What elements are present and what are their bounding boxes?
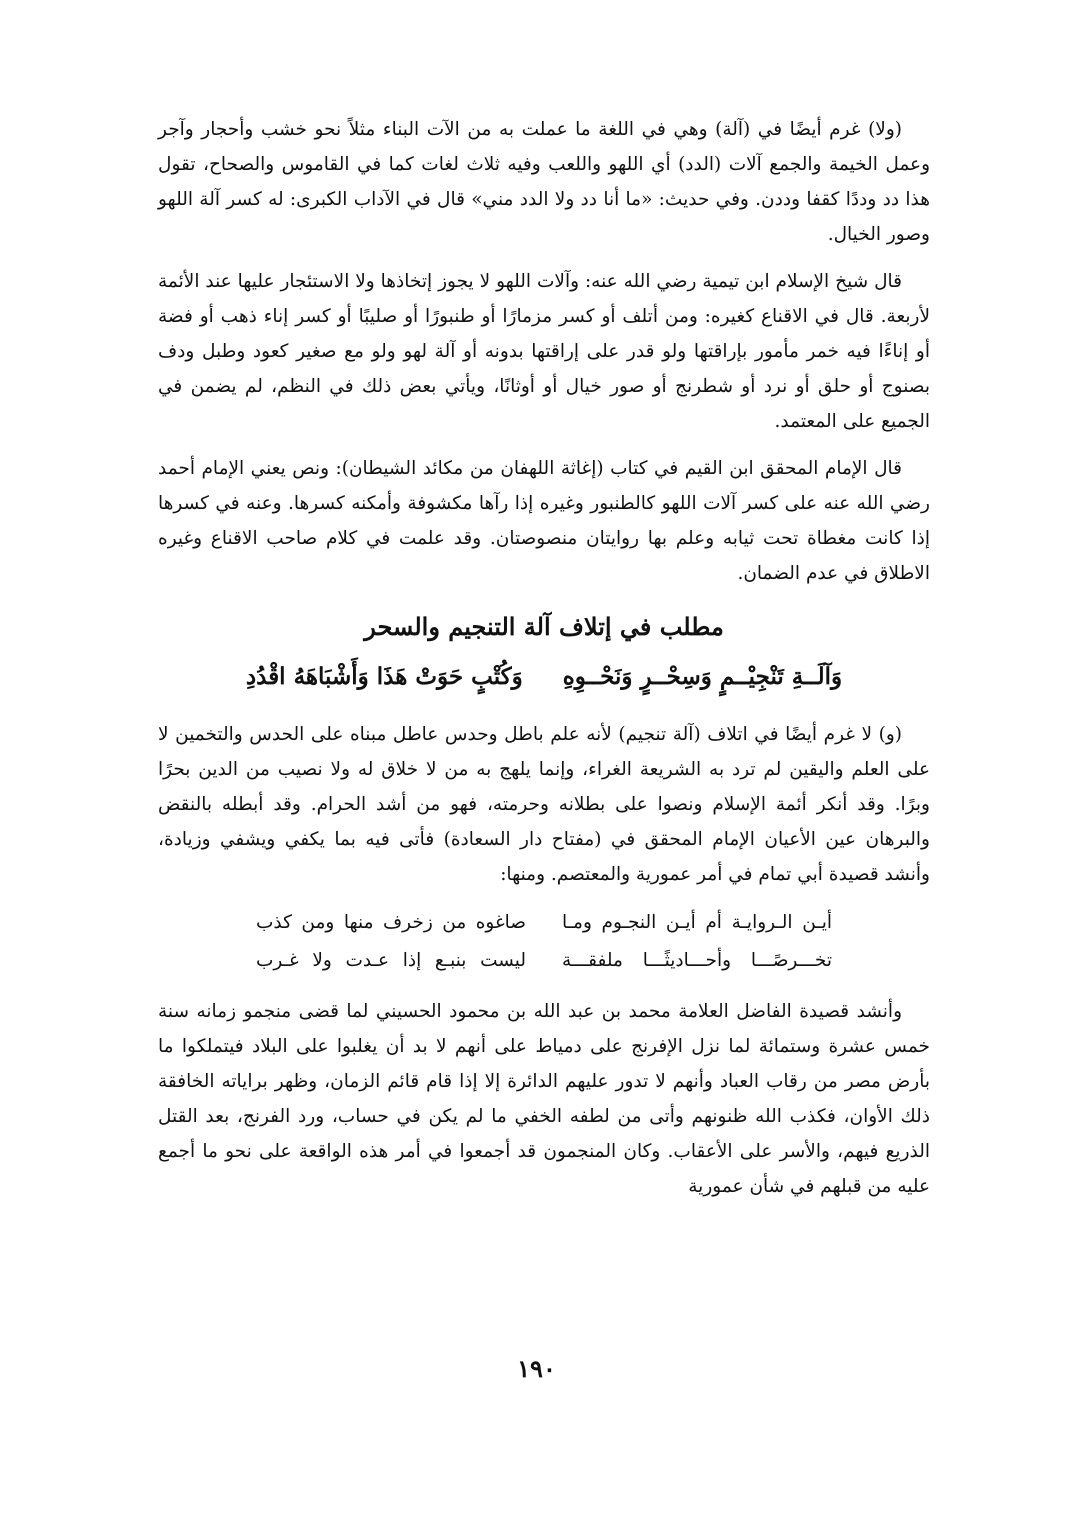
poem-line-1-right: أيـن الـروايـة أم أيـن النجـوم ومـا — [562, 912, 832, 933]
poem-line-2-left: ليست بنبـع إذا عـدت ولا غـرب — [256, 950, 526, 971]
poem-line-1-left: صاغوه من زخرف منها ومن كذب — [256, 912, 526, 933]
poem — [158, 904, 930, 980]
verse-second-hemistich: وَكُتْبٍ حَوَتْ هَذَا وَأَشْبَاهَهُ اقْدُدِ — [245, 663, 523, 690]
verse-line — [158, 655, 930, 699]
paragraph-4: (و) لا غرم أيضًا في اتلاف (آلة تنجيم) لأنه علم باطل وحدس عاطل مبناه على الحدس والتخمين لا على العلم واليقين لم ترد به الشريعة الغراء، وإنما يلهج به من لا خلاق له ولا نصيب من الدين بحرًا وبرًا. وقد أنكر أئمة الإسلام ونصوا على بطلانه وحرمته، فهو من أشد الحرام. وقد أبطله بالنقض والبرهان عين الأعيان الإمام المحقق في (مفتاح دار السعادة) فأتى فيه بما يكفي ويشفي وزيادة، وأنشد قصيدة أبي تمام في أمر عمورية والمعتصم. ومنها: — [158, 724, 930, 885]
poem-line-1 — [158, 904, 930, 942]
verse-first-hemistich: وَآلَــةِ تَنْجِيْــمٍ وَسِحْــرٍ وَنَحْــوِهِ — [562, 663, 843, 690]
poem-line-2-right: تخـــرصًـــا وأحـــاديثًـــا ملفقـــة — [562, 950, 832, 971]
section-heading: مطلب في إتلاف آلة التنجيم والسحر — [364, 612, 724, 641]
paragraph-3: قال الإمام المحقق ابن القيم في كتاب (إغاثة اللهفان من مكائد الشيطان): ونص يعني الإمام أحمد رضي الله عنه على كسر آلات اللهو كالطنبور وغيره إذا رآها مكشوفة وأمكنه كسرها. وعنه في كسرها إذا كانت مغطاة تحت ثيابه وعلم بها روايتان منصوصتان. وقد علمت في كلام صاحب الاقناع وغيره الاطلاق في عدم الضمان. — [158, 458, 931, 584]
paragraph-5: وأنشد قصيدة الفاضل العلامة محمد بن عبد الله بن محمود الحسيني لما قضى منجمو زمانه سنة خمس عشرة وستمائة لما نزل الإفرنج على دمياط على أنهم لا بد أن يغلبوا على البلاد فيتملكوا ما بأرض مصر من رقاب العباد وأنهم لا تدور عليهم الدائرة إلا إذا قام قائم الزمان، وظهر براياته الخافقة ذلك الأوان، فكذب الله ظنونهم وأتى من لطفه الخفي ما لم يكن في حساب، ورد الفرنج، بعد القتل الذريع فيهم، والأسر على الأعقاب. وكان المنجمون قد أجمعوا في أمر هذه الواقعة على نحو ما أجمع عليه من قبلهم في شأن عمورية — [158, 1001, 930, 1197]
page-number: ١٩٠ — [517, 1354, 556, 1383]
paragraph-2: قال شيخ الإسلام ابن تيمية رضي الله عنه: وآلات اللهو لا يجوز إتخاذها ولا الاستئجار عليها عند الأئمة لأربعة. قال في الاقناع كغيره: ومن أتلف أو كسر مزمارًا أو طنبورًا أو صليبًا أو كسر إناء ذهب أو فضة أو إناءًا فيه خمر مأمور بإراقتها ولو قدر على إراقتها بدونه أو آلة لهو ولو مع صغير كعود وطبل ودف بصنوج أو حلق أو نرد أو شطرنج أو صور خيال أو أوثانًا، ويأتي بعض ذلك في النظم، لم يضمن في الجميع على المعتمد. — [158, 271, 930, 432]
paragraph-1: (ولا) غرم أيضًا في (آلة) وهي في اللغة ما عملت به من الآت البناء مثلاً نحو خشب وأحجار وآجر وعمل الخيمة والجمع آلات (الدد) أي اللهو واللعب وفيه ثلاث لغات كما في القاموس والصحاح، تقول هذا دد وددًا كقفا وددن. وفي حديث: «ما أنا دد ولا الدد مني» قال في الآداب الكبرى: له كسر آلة اللهو وصور الخيال. — [158, 119, 930, 245]
poem-line-2 — [158, 942, 930, 980]
page-body — [158, 112, 930, 1216]
